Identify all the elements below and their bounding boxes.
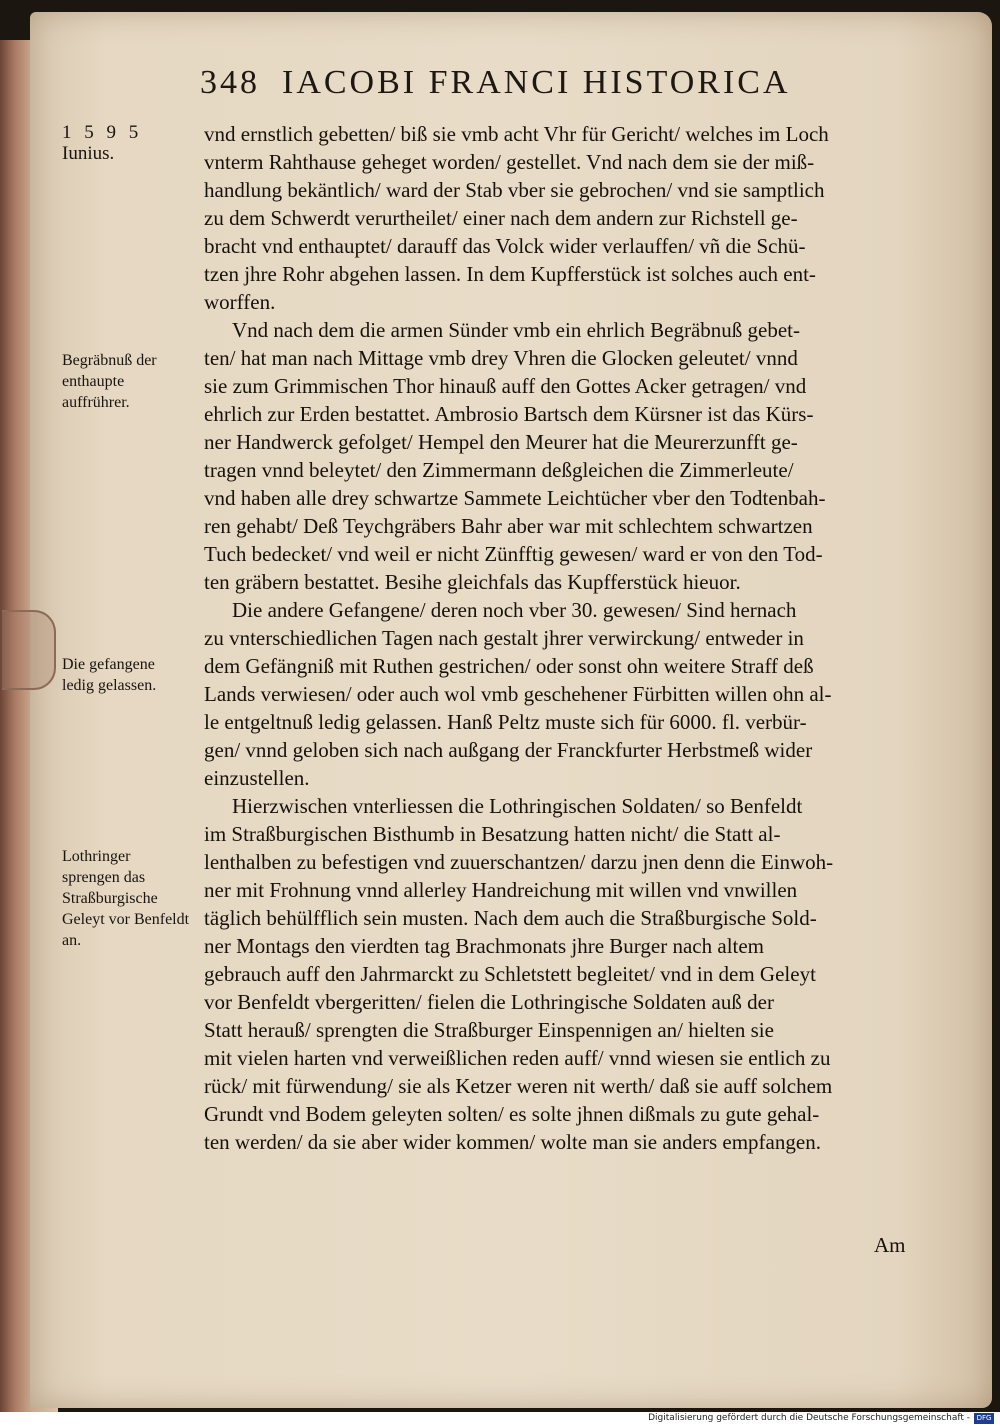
text-line: Hierzwischen vnterliessen die Lothringischen Soldaten/ so Benfeldt	[232, 794, 803, 818]
body-text	[204, 120, 926, 1156]
text-line: handlung bekäntlich/ ward der Stab vber sie gebrochen/ vnd sie samptlich	[204, 178, 825, 202]
text-line: gebrauch auff den Jahrmarckt zu Schletstett begleitet/ vnd in dem Geleyt	[204, 962, 816, 986]
page-number: 348	[200, 64, 260, 101]
text-line: dem Gefängniß mit Ruthen gestrichen/ oder sonst ohn weitere Straff deß	[204, 654, 814, 678]
text-line: ner Handwerck gefolget/ Hempel den Meurer hat die Meurerzunfft ge-	[204, 430, 798, 454]
text-line: le entgeltnuß ledig gelassen. Hanß Peltz muste sich für 6000. fl. verbür-	[204, 710, 807, 734]
text-line: Die andere Gefangene/ deren noch vber 30. gewesen/ Sind hernach	[232, 598, 797, 622]
margin-year: 1 5 9 5	[62, 122, 143, 143]
dfg-logo: DFG	[974, 1413, 994, 1424]
text-line: vnd haben alle drey schwartze Sammete Leichtücher vber den Todtenbah-	[204, 486, 826, 510]
text-line: vor Benfeldt vbergeritten/ fielen die Lothringische Soldaten auß der	[204, 990, 774, 1014]
text-line: tragen vnnd beleytet/ den Zimmermann deßgleichen die Zimmerleute/	[204, 458, 794, 482]
text-line: worffen.	[204, 290, 276, 314]
text-line: Vnd nach dem die armen Sünder vmb ein ehrlich Begräbnuß gebet-	[232, 318, 800, 342]
running-title: IACOBI FRANCI HISTORICA	[282, 64, 791, 101]
text-line: ner Montags den vierdten tag Brachmonats jhre Burger nach altem	[204, 934, 765, 958]
text-line: lenthalben zu befestigen vnd zuuerschantzen/ darzu jnen denn die Einwoh-	[204, 850, 834, 874]
text-line: sie zum Grimmischen Thor hinauß auff den Gottes Acker getragen/ vnd	[204, 374, 807, 398]
text-line: gen/ vnnd geloben sich nach außgang der Franckfurter Herbstmeß wider	[204, 738, 813, 762]
page-clip	[2, 610, 56, 690]
text-line: mit vielen harten vnd verweißlichen reden auff/ vnnd wiesen sie entlich zu	[204, 1046, 831, 1070]
text-line: ehrlich zur Erden bestattet. Ambrosio Bartsch dem Kürsner ist das Kürs-	[204, 402, 814, 426]
text-line: im Straßburgischen Bisthumb in Besatzung hatten nicht/ die Statt al-	[204, 822, 781, 846]
text-line: Statt herauß/ sprengten die Straßburger Einspennigen an/ hielten sie	[204, 1018, 774, 1042]
margin-note-burial: Begräbnuß der enthaupte auffrührer.	[62, 352, 157, 411]
footer-credit: Digitalisierung gefördert durch die Deutsche Forschungsgemeinschaft -	[648, 1413, 970, 1423]
text-line: bracht vnd enthauptet/ darauff das Volck wider verlauffen/ vñ die Schü-	[204, 234, 806, 258]
catchword: Am	[874, 1233, 906, 1257]
text-line: einzustellen.	[204, 766, 310, 790]
margin-note-prisoners: Die gefangene ledig gelassen.	[62, 656, 157, 694]
margin-date	[62, 122, 202, 164]
margin-month: Iunius.	[62, 143, 115, 164]
text-line: tzen jhre Rohr abgehen lassen. In dem Kupfferstück ist solches auch ent-	[204, 262, 816, 286]
text-line: vnterm Rahthause geheget worden/ gestellet. Vnd nach dem sie der miß-	[204, 150, 815, 174]
text-line: zu vnterschiedlichen Tagen nach gestalt jhrer verwirckung/ entweder in	[204, 626, 804, 650]
running-head	[200, 64, 880, 102]
text-line: zu dem Schwerdt verurtheilet/ einer nach dem andern zur Richstell ge-	[204, 206, 798, 230]
text-line: vnd ernstlich gebetten/ biß sie vmb acht Vhr für Gericht/ welches im Loch	[204, 122, 829, 146]
text-line: ten/ hat man nach Mittage vmb drey Vhren die Glocken geleutet/ vnnd	[204, 346, 798, 370]
text-line: ten gräbern bestattet. Besihe gleichfals das Kupfferstück hieuor.	[204, 570, 741, 594]
text-line: Tuch bedecket/ vnd weil er nicht Zünfftig gewesen/ ward er von den Tod-	[204, 542, 823, 566]
text-line: ner mit Frohnung vnnd allerley Handreichung mit willen vnd vnwillen	[204, 878, 798, 902]
text-line: ren gehabt/ Deß Teychgräbers Bahr aber war mit schlechtem schwartzen	[204, 514, 813, 538]
text-line: rück/ mit fürwendung/ sie als Ketzer weren nit werth/ daß sie auff solchem	[204, 1074, 833, 1098]
margin-note-lothringer: Lothringer sprengen das Straßburgische Geleyt vor Benfeldt an.	[62, 848, 190, 949]
digitization-footer	[0, 1412, 1000, 1425]
text-line: Lands verwiesen/ oder auch wol vmb geschehener Fürbitten willen ohn al-	[204, 682, 832, 706]
text-line: täglich behülfflich sein musten. Nach dem auch die Straßburgische Sold-	[204, 906, 817, 930]
text-line: Grundt vnd Bodem geleyten solten/ es solte jhnen dißmals zu gute gehal-	[204, 1102, 820, 1126]
text-line: ten werden/ da sie aber wider kommen/ wolte man sie anders empfangen.	[204, 1130, 821, 1154]
